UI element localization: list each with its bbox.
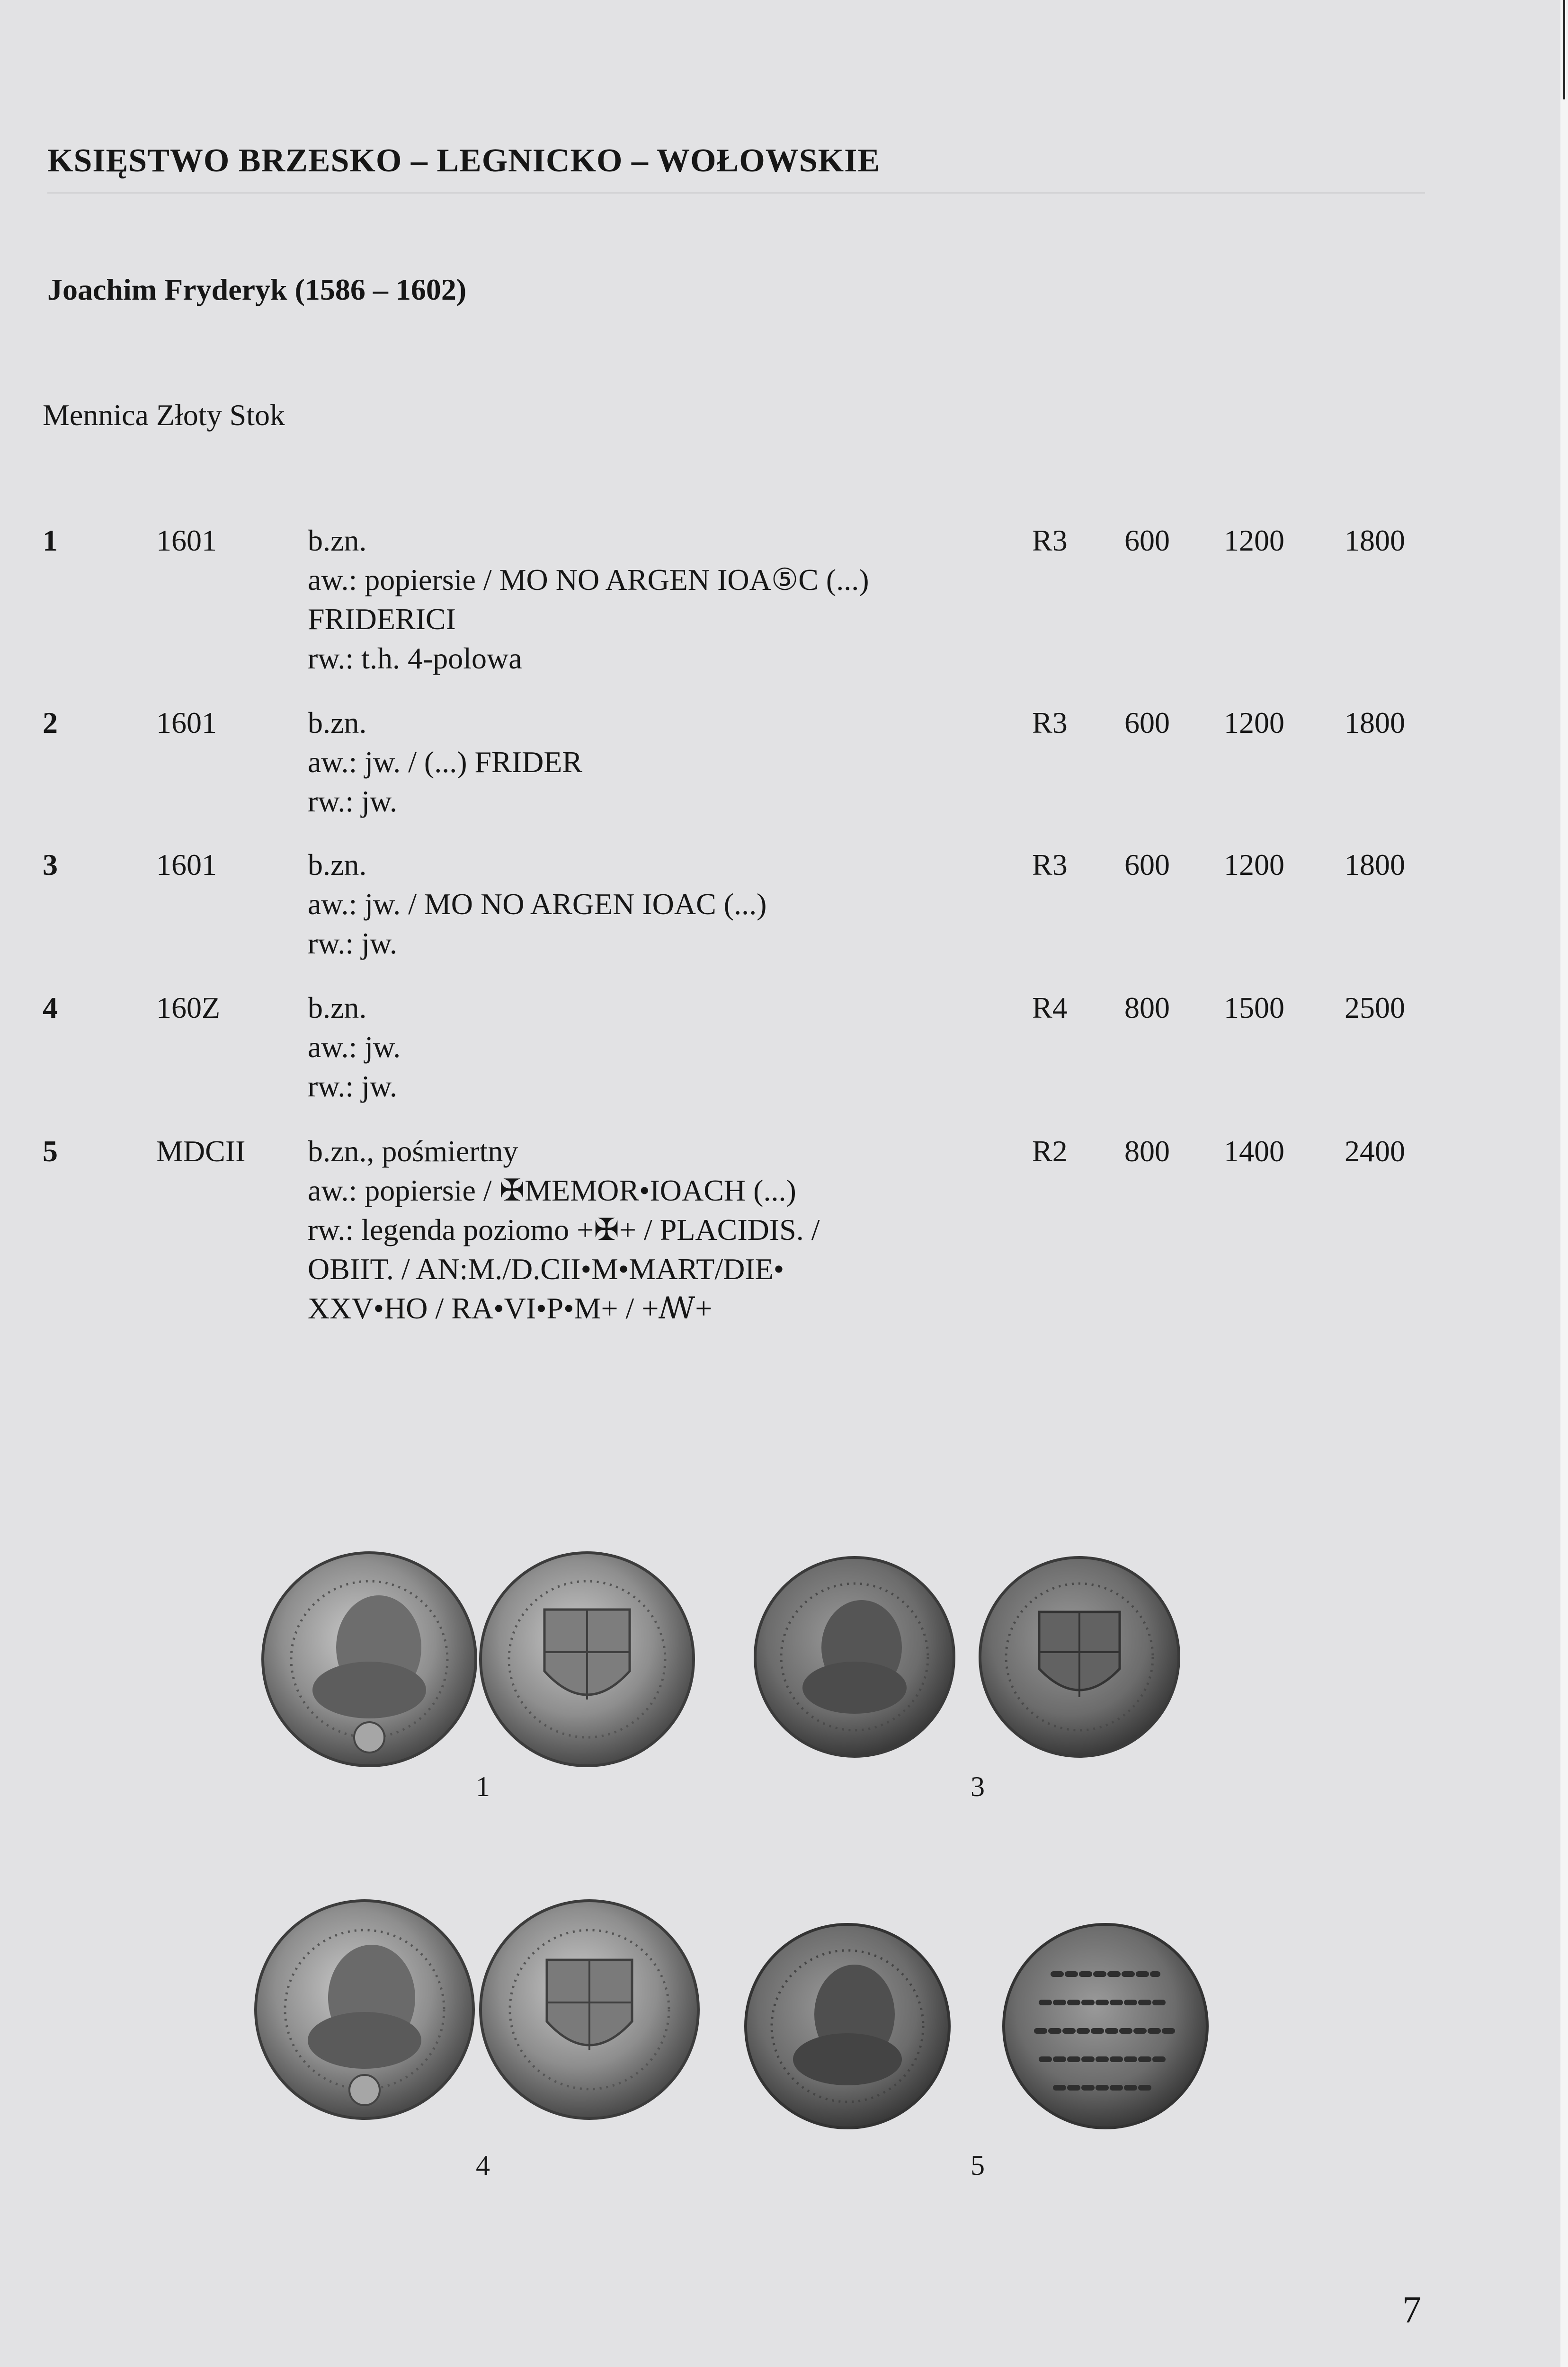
entry-number: 4 [43,991,58,1024]
coin-obverse [746,1924,949,2128]
desc-line: OBIIT. / AN:M./D.CII•M•MART/DIE• [308,1252,784,1286]
price-3: 1800 [1345,706,1405,739]
desc-line: aw.: jw. / (...) FRIDER [308,745,583,779]
desc-line: b.zn. [308,848,367,881]
rarity-badge: R2 [1032,1134,1068,1168]
price-3: 2400 [1345,1134,1405,1168]
desc-line: rw.: jw. [308,926,397,960]
price-2: 1500 [1224,991,1284,1024]
entry-description [308,845,994,963]
desc-line: FRIDERICI [308,602,456,636]
desc-line: aw.: jw. / MO NO ARGEN IOAC (...) [308,887,767,921]
price-1: 600 [1124,706,1170,739]
figure-label: 1 [476,1771,490,1802]
price-1: 800 [1124,991,1170,1024]
desc-line: b.zn. [308,524,367,557]
desc-line: aw.: popiersie / ✠MEMOR•IOACH (...) [308,1174,796,1207]
page-number: 7 [1402,2289,1421,2331]
price-2: 1200 [1224,848,1284,881]
entry-number: 1 [43,524,58,557]
price-1: 600 [1124,848,1170,881]
figure-label: 3 [971,1771,985,1802]
coin-reverse [481,1901,698,2118]
coin-obverse [263,1553,476,1766]
entry-description [308,988,994,1106]
entry-description [308,1131,994,1328]
entry-year: MDCII [156,1134,246,1168]
price-2: 1200 [1224,706,1284,739]
desc-line: aw.: jw. [308,1030,401,1064]
figure-label: 5 [971,2150,985,2181]
desc-line: rw.: jw. [308,1069,397,1103]
page-edge [1560,0,1568,2367]
ruler-heading: Joachim Fryderyk (1586 – 1602) [47,273,467,306]
price-3: 2500 [1345,991,1405,1024]
price-1: 800 [1124,1134,1170,1168]
price-2: 1400 [1224,1134,1284,1168]
price-3: 1800 [1345,848,1405,881]
entry-year: 1601 [156,848,217,881]
coin-figure-5 [739,1917,1217,2140]
desc-line: b.zn., pośmiertny [308,1134,518,1168]
desc-line: b.zn. [308,991,367,1024]
desc-line: XXV•HO / RA•VI•P•M+ / +ꟿ+ [308,1291,713,1325]
entry-number: 5 [43,1134,58,1168]
desc-line: rw.: jw. [308,784,397,818]
figure-label: 4 [476,2150,490,2181]
rarity-badge: R3 [1032,706,1068,739]
title-rule [47,192,1425,194]
entry-year: 1601 [156,706,217,739]
entry-number: 3 [43,848,58,881]
entry-description [308,703,994,821]
desc-line: b.zn. [308,706,367,739]
price-2: 1200 [1224,524,1284,557]
entry-description [308,521,994,678]
mint-heading: Mennica Złoty Stok [43,398,285,432]
desc-line: aw.: popiersie / MO NO ARGEN IOA⑤C (...) [308,563,869,596]
entry-year: 1601 [156,524,217,557]
desc-line: rw.: legenda poziomo +✠+ / PLACIDIS. / [308,1213,820,1246]
coin-reverse [980,1557,1179,1756]
entry-number: 2 [43,706,58,739]
price-3: 1800 [1345,524,1405,557]
page-title: KSIĘSTWO BRZESKO – LEGNICKO – WOŁOWSKIE [47,142,881,179]
coin-figure-3 [748,1546,1193,1768]
coin-obverse [256,1901,473,2118]
coin-obverse [755,1557,954,1756]
entry-year: 160Z [156,991,221,1024]
rarity-badge: R3 [1032,848,1068,881]
coin-reverse [481,1553,694,1766]
rarity-badge: R4 [1032,991,1068,1024]
rarity-badge: R3 [1032,524,1068,557]
coin-reverse [1004,1924,1207,2128]
desc-line: rw.: t.h. 4-polowa [308,641,522,675]
coin-figure-4 [251,1886,705,2137]
coin-figure-1 [260,1539,710,1785]
price-1: 600 [1124,524,1170,557]
